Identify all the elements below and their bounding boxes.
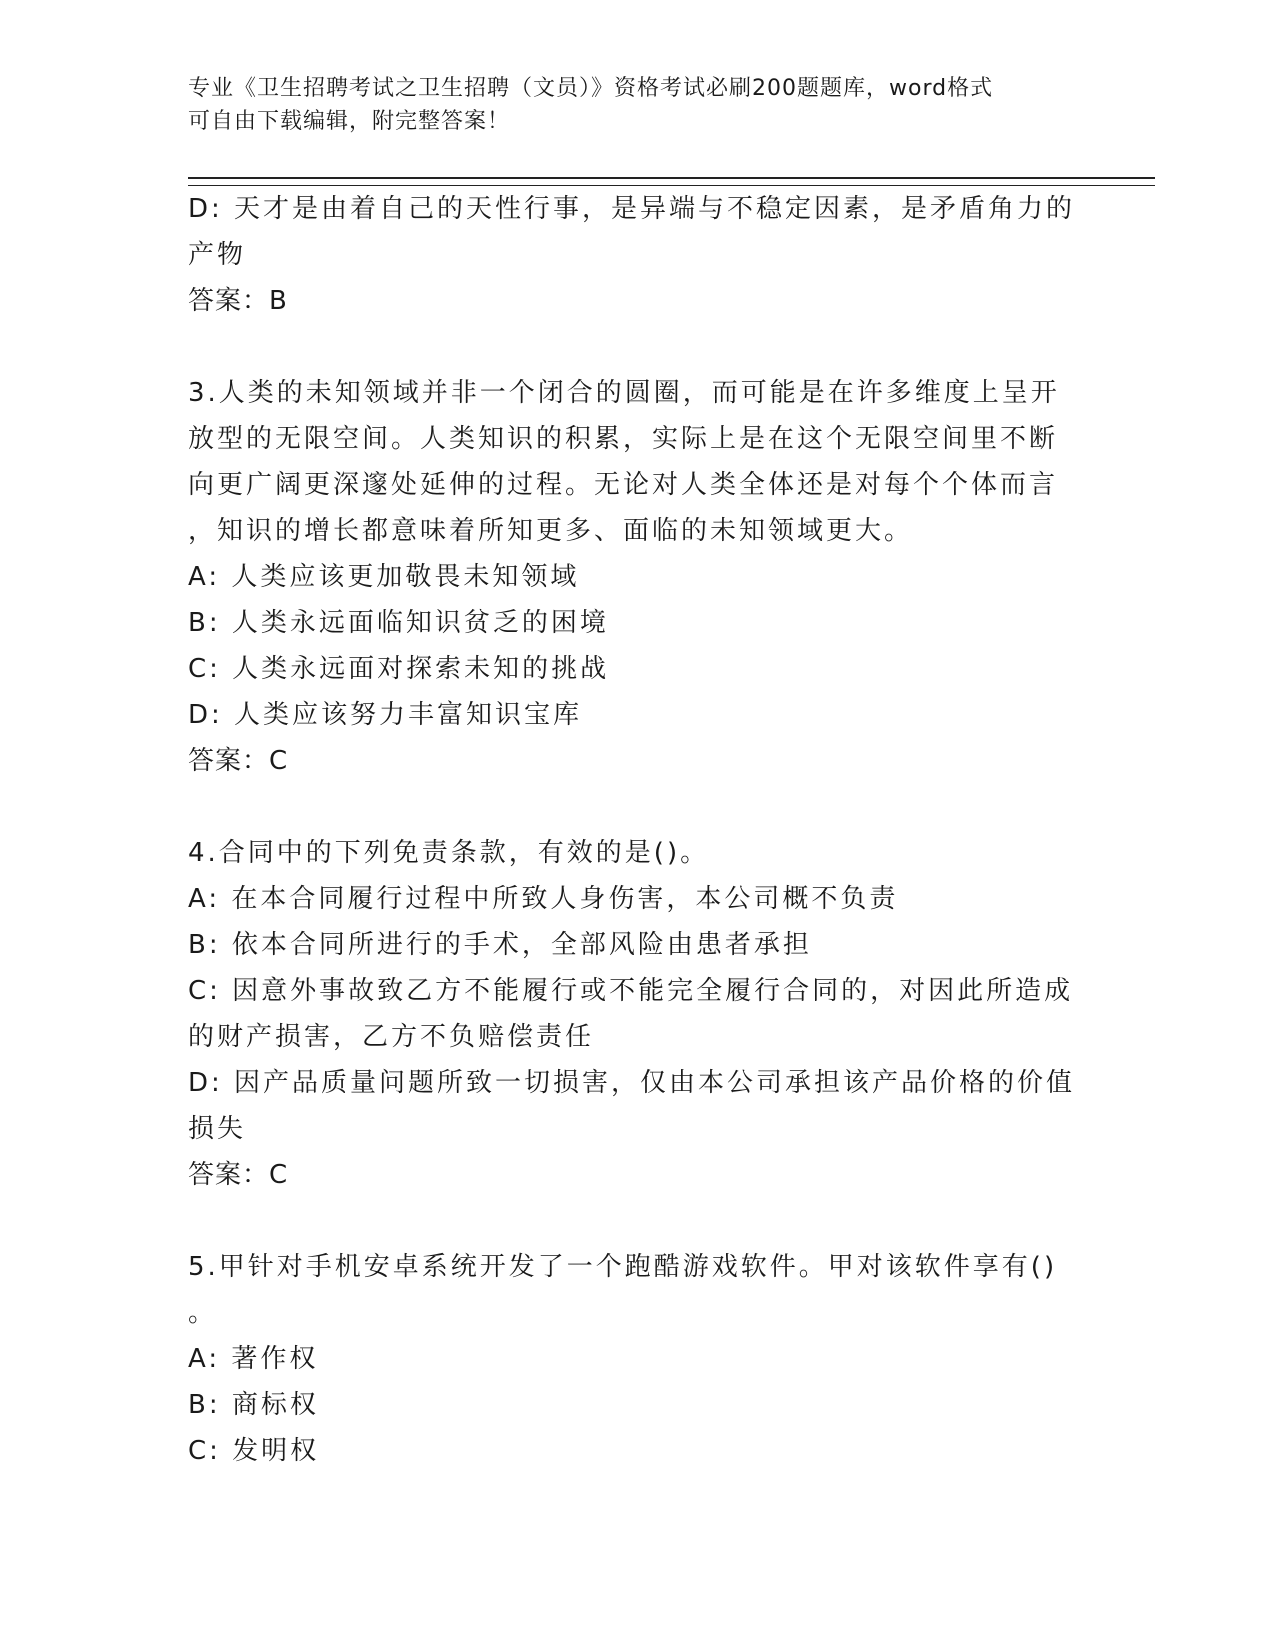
header-line-1: 专业《卫生招聘考试之卫生招聘（文员）》资格考试必刷200题题库，word格式 (188, 76, 994, 101)
header-divider (188, 177, 1155, 186)
option-a: A: 人类应该更加敬畏未知领域 (188, 562, 580, 592)
option-d-continued: 产物 (188, 240, 247, 270)
question-3 (188, 370, 1088, 784)
option-a: A: 在本合同履行过程中所致人身伤害，本公司概不负责 (188, 884, 899, 914)
answer-line: 答案：C (188, 746, 289, 776)
document-header (188, 72, 1078, 138)
answer-line: 答案：C (188, 1160, 289, 1190)
question-5 (188, 1244, 1088, 1474)
option-a: A: 著作权 (188, 1344, 319, 1374)
option-d: D: 人类应该努力丰富知识宝库 (188, 700, 583, 730)
question-stem: 5.甲针对手机安卓系统开发了一个跑酷游戏软件。甲对该软件享有() (188, 1252, 1058, 1282)
spacer (188, 1198, 1088, 1244)
question-4 (188, 830, 1088, 1198)
option-d: D: 天才是由着自己的天性行事，是异端与不稳定因素，是矛盾角力的 (188, 194, 1076, 224)
option-b: B: 人类永远面临知识贫乏的困境 (188, 608, 609, 638)
question-2-tail (188, 186, 1088, 324)
question-stem-continued: 放型的无限空间。人类知识的积累，实际上是在这个无限空间里不断 (188, 424, 1059, 454)
option-c: C: 因意外事故致乙方不能履行或不能完全履行合同的，对因此所造成 (188, 976, 1074, 1006)
option-c: C: 发明权 (188, 1436, 320, 1466)
question-stem: 4.合同中的下列免责条款，有效的是()。 (188, 838, 710, 868)
option-c-continued: 的财产损害，乙方不负赔偿责任 (188, 1022, 595, 1052)
option-d: D: 因产品质量问题所致一切损害，仅由本公司承担该产品价格的价值 (188, 1068, 1076, 1098)
option-d-continued: 损失 (188, 1114, 247, 1144)
question-stem: 3.人类的未知领域并非一个闭合的圆圈，而可能是在许多维度上呈开 (188, 378, 1060, 408)
spacer (188, 784, 1088, 830)
header-line-2: 可自由下载编辑，附完整答案！ (188, 109, 511, 134)
question-stem-continued: ，知识的增长都意味着所知更多、面临的未知领域更大。 (188, 516, 914, 546)
option-b: B: 依本合同所进行的手术，全部风险由患者承担 (188, 930, 812, 960)
option-c: C: 人类永远面对探索未知的挑战 (188, 654, 610, 684)
answer-line: 答案：B (188, 286, 288, 316)
spacer (188, 324, 1088, 370)
question-stem-continued: 向更广阔更深邃处延伸的过程。无论对人类全体还是对每个个体而言 (188, 470, 1059, 500)
option-b: B: 商标权 (188, 1390, 319, 1420)
question-list (188, 186, 1088, 1474)
question-stem-continued: 。 (188, 1298, 218, 1328)
